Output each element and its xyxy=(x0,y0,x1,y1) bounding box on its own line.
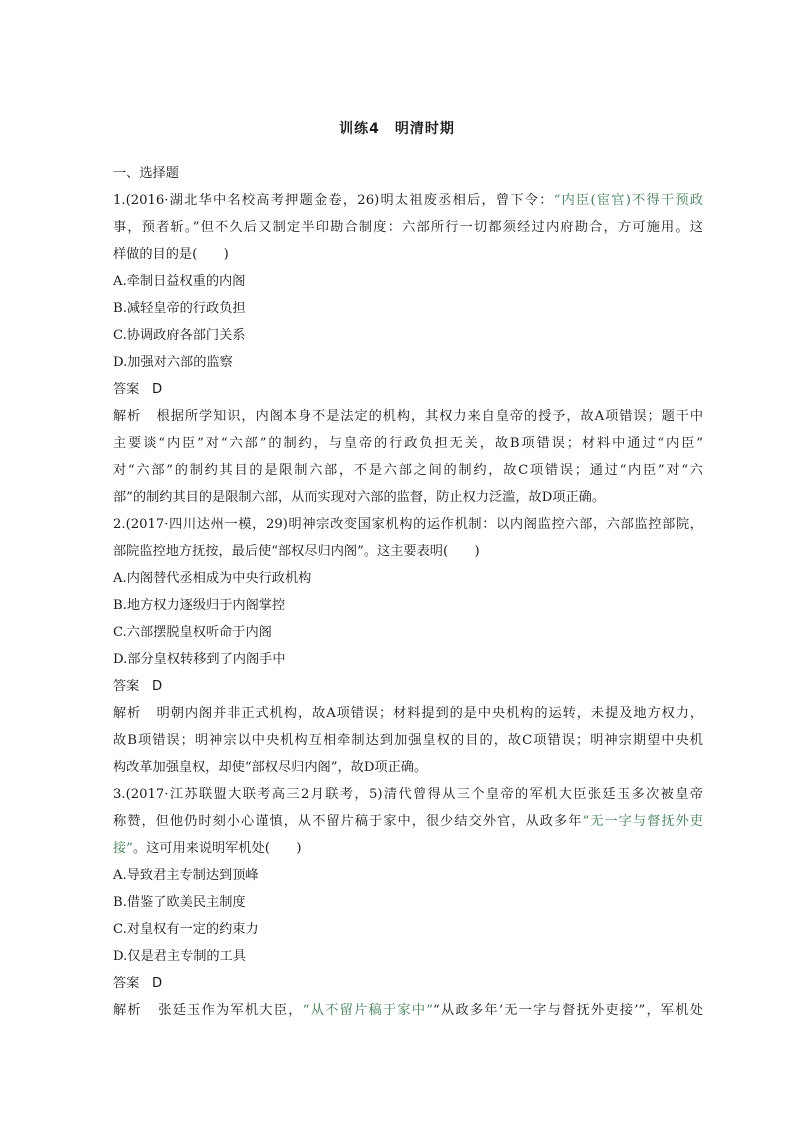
analysis-line-1: 解析 张廷玉作为军机大臣，“从不留片稿于家中”“从政多年‘无一字与督抚外吏接’”，军机处 xyxy=(113,1003,704,1018)
highlight-quote: “内臣(宦官)不得干预政 xyxy=(553,193,704,208)
option-a: A.导致君主专制达到顶峰 xyxy=(113,868,259,883)
question-2-line-1: 2.(2017·四川达州一模，29)明神宗改变国家机构的运作机制：以内阁监控六部，六部监控部院， xyxy=(113,517,703,532)
option-d: D.加强对六部的监察 xyxy=(113,355,233,370)
answer-label: 答案 xyxy=(113,679,140,694)
highlight-quote: 接” xyxy=(113,841,133,856)
answer-line xyxy=(113,970,703,997)
option-c: C.协调政府各部门关系 xyxy=(113,328,246,343)
option-b: B.减轻皇帝的行政负担 xyxy=(113,301,246,316)
option-c: C.六部摆脱皇权听命于内阁 xyxy=(113,625,272,640)
question-2-line-2: 部院监控地方抚按，最后使“部权尽归内阁”。这主要表明( ) xyxy=(113,544,480,559)
question-1-line-3: 样做的目的是( ) xyxy=(113,247,229,262)
option-c: C.对皇权有一定的约束力 xyxy=(113,922,259,937)
question-1-line-2: 事，预者斩。”但不久后又制定半印勘合制度：六部所行一切都须经过内府勘合，方可施用。这 xyxy=(113,220,703,235)
analysis-line-3: 对“六部”的制约其目的是限制六部，不是六部之间的制约，故C项错误；通过“内臣”对“六 xyxy=(113,463,703,478)
question-3-line-1: 3.(2017·江苏联盟大联考高三2月联考，5)清代曾得从三个皇帝的军机大臣张廷玉多次被皇帝 xyxy=(113,787,703,802)
option-b: B.地方权力逐级归于内阁掌控 xyxy=(113,598,286,613)
answer-line xyxy=(113,673,703,700)
analysis-label: 解析 xyxy=(113,1003,142,1018)
analysis-label: 解析 xyxy=(113,409,142,424)
option-a: A.内阁替代丞相成为中央行政机构 xyxy=(113,571,312,586)
analysis-line-2: 主要谈“内臣”对“六部”的制约，与皇帝的行政负担无关，故B项错误；材料中通过“内臣” xyxy=(113,436,703,451)
analysis-line-3: 构改革加强皇权，却使“部权尽归内阁”，故D项正确。 xyxy=(113,760,428,775)
analysis-line-1: 解析 明朝内阁并非正式机构，故A项错误；材料提到的是中央机构的运转，未提及地方权力， xyxy=(113,706,704,721)
highlight-quote: “无一字与督抚外吏 xyxy=(582,814,703,829)
highlight-quote: “从不留片稿于家中” xyxy=(302,1003,434,1018)
answer-value: D xyxy=(151,679,163,694)
question-1-line-1: 1.(2016·湖北华中名校高考押题金卷，26)明太祖废丞相后，曾下令：“内臣(宦官)不得干预政 xyxy=(113,193,704,208)
question-3-line-3: 接”。这可用来说明军机处( ) xyxy=(113,841,302,856)
option-d: D.仅是君主专制的工具 xyxy=(113,949,246,964)
question-3-line-2: 称赞，但他仍时刻小心谨慎，从不留片稿于家中，很少结交外官，从政多年“无一字与督抚外吏 xyxy=(113,814,703,829)
answer-label: 答案 xyxy=(113,382,140,397)
analysis-label: 解析 xyxy=(113,706,142,721)
document-body xyxy=(113,160,703,1024)
analysis-line-1: 解析 根据所学知识，内阁本身不是法定的机构，其权力来自皇帝的授予，故A项错误；题干中 xyxy=(113,409,704,424)
answer-label: 答案 xyxy=(113,976,140,991)
option-a: A.牵制日益权重的内阁 xyxy=(113,274,246,289)
option-d: D.部分皇权转移到了内阁手中 xyxy=(113,652,286,667)
analysis-line-4: 部”的制约其目的是限制六部，从而实现对六部的监督，防止权力泛滥，故D项正确。 xyxy=(113,490,606,505)
answer-value: D xyxy=(151,382,163,397)
answer-value: D xyxy=(151,976,163,991)
option-b: B.借鉴了欧美民主制度 xyxy=(113,895,246,910)
section-heading: 一、选择题 xyxy=(113,166,179,181)
page-title: 训练4 明清时期 xyxy=(339,121,455,137)
answer-line xyxy=(113,376,703,403)
analysis-line-2: 故B项错误；明神宗以中央机构互相牵制达到加强皇权的目的，故C项错误；明神宗期望中央机 xyxy=(113,733,703,748)
